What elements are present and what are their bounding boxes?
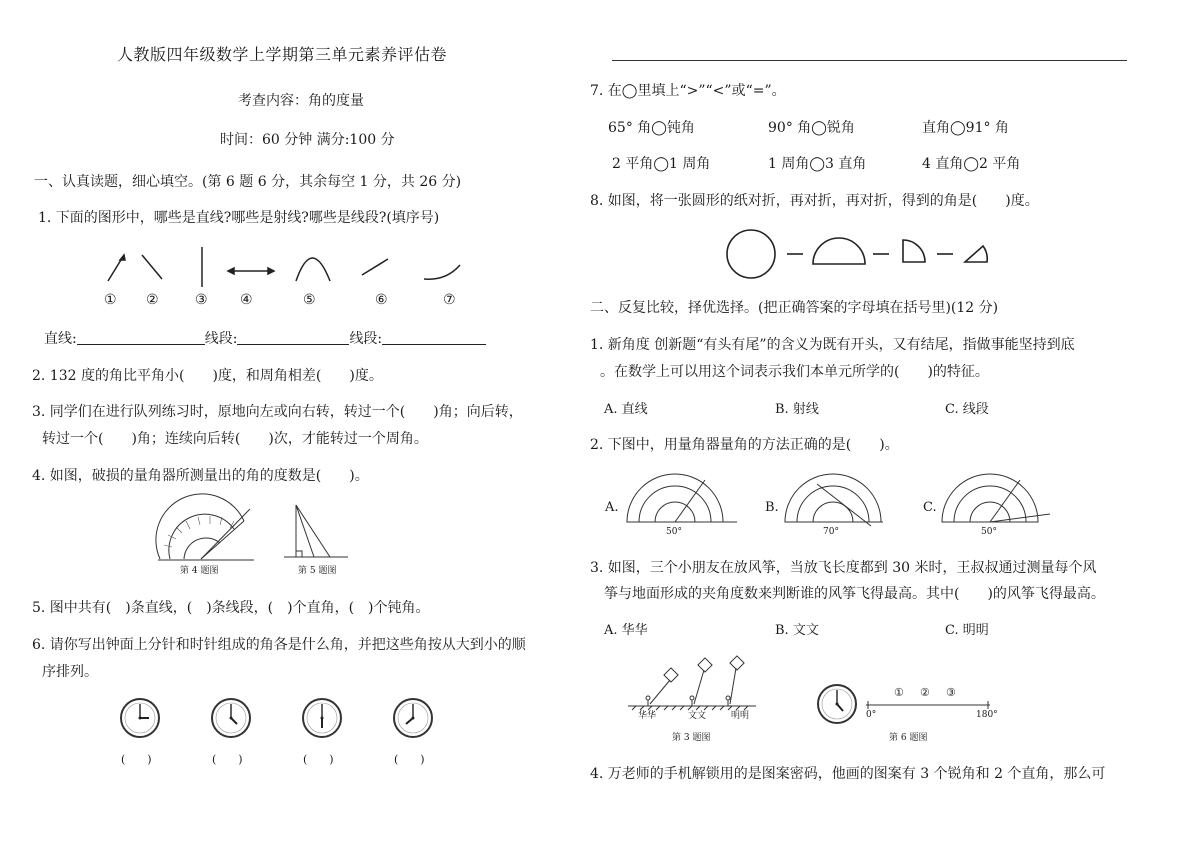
- section-1-heading: 一、认真读题，细心填空。(第 6 题 6 分，其余每空 1 分，共 26 分): [34, 174, 462, 190]
- q1-answer-blank-a[interactable]: [77, 330, 205, 345]
- question-5: 5. 图中共有( )条直线，( )条线段，( )个直角，( )个钝角。: [32, 600, 430, 616]
- q1-answer-label-a: 直线:: [44, 331, 77, 347]
- q1-label-4: ④: [240, 292, 253, 308]
- q7-item-3: 直角◯91° 角: [922, 120, 1009, 136]
- q7-item-2: 90° 角◯锐角: [768, 120, 855, 136]
- figure-5-caption: 第 5 题图: [298, 566, 337, 576]
- clock-3-answer[interactable]: ( ): [303, 753, 334, 766]
- clock-2: [210, 697, 252, 739]
- question-1: 1. 下面的图形中，哪些是直线?哪些是射线?哪些是线段?(填序号): [38, 210, 440, 226]
- figure-6: [362, 259, 388, 275]
- clock-1: [119, 697, 161, 739]
- scale-mark-2: ②: [920, 686, 930, 699]
- choice-3-line-1: 3. 如图，三个小朋友在放风筝，当放飞长度都到 30 米时，王叔叔通过测量每个风: [590, 560, 1097, 576]
- clock-1-answer[interactable]: ( ): [121, 753, 152, 766]
- question-6-line-1: 6. 请你写出钟面上分针和时针组成的角各是什么角，并把这些角按从大到小的顺: [32, 637, 526, 653]
- figure-3-caption: 第 3 题图: [672, 733, 711, 743]
- scale-mark-1: ①: [894, 686, 904, 699]
- q1-label-2: ②: [146, 292, 159, 308]
- q7-item-6: 4 直角◯2 平角: [922, 156, 1021, 172]
- q1-label-3: ③: [195, 292, 208, 308]
- choice-3-line-2: 筝与地面形成的夹角度数来判断谁的风筝飞得最高。其中( )的风筝飞得最高。: [604, 586, 1105, 602]
- clock-scale-clock: [816, 683, 858, 725]
- q1-label-7: ⑦: [443, 292, 456, 308]
- question-8: 8. 如图，将一张圆形的纸对折，再对折，再对折，得到的角是( )度。: [590, 193, 1039, 209]
- kid-1-name: 华华: [638, 711, 657, 721]
- q1-label-5: ⑤: [303, 292, 316, 308]
- protractor-c: [940, 474, 1060, 526]
- choice-3-option-c[interactable]: C. 明明: [945, 623, 989, 638]
- question-3-line-1: 3. 同学们在进行队列练习时，原地向左或向右转，转过一个( )角；向后转，: [32, 404, 523, 420]
- exam-time: 时间：60 分钟 满分:100 分: [220, 132, 395, 148]
- protractor-a-degree: 50°: [666, 527, 682, 537]
- clock-2-answer[interactable]: ( ): [212, 753, 243, 766]
- choice-1-option-a[interactable]: A. 直线: [604, 402, 648, 417]
- kid-3-name: 明明: [731, 711, 750, 721]
- choice-4: 4. 万老师的手机解锁用的是图案密码，他画的图案有 3 个锐角和 2 个直角，那么可: [590, 766, 1106, 782]
- q7-item-5: 1 周角◯3 直角: [768, 156, 867, 172]
- question-4: 4. 如图，破损的量角器所测量出的角的度数是( )。: [32, 468, 369, 484]
- header-rule: [612, 60, 1127, 61]
- question-3-line-2: 转过一个( )角；连续向后转( )次，才能转过一个周角。: [42, 431, 428, 447]
- choice-1-option-c[interactable]: C. 线段: [945, 402, 989, 417]
- paper-folding-figure: [725, 228, 995, 284]
- figure-5: [296, 258, 330, 281]
- q7-item-1: 65° 角◯钝角: [608, 120, 695, 136]
- q1-answer-blank-b[interactable]: [237, 330, 349, 345]
- question-2: 2. 132 度的角比平角小( )度，和周角相差( )度。: [32, 368, 383, 384]
- q1-answer-label-b: 线段:: [204, 331, 238, 347]
- angle-scale: [866, 700, 996, 710]
- protractor-c-label[interactable]: C.: [923, 500, 937, 515]
- choice-3-option-a[interactable]: A. 华华: [604, 623, 648, 638]
- exam-content: 考查内容：角的度量: [238, 93, 364, 109]
- choice-1-line-2: 。在数学上可以用这个词表示我们本单元所学的( )的特征。: [600, 364, 989, 380]
- question-7: 7. 在◯里填上“>”“<”或“=”。: [590, 83, 786, 99]
- choice-1-option-b[interactable]: B. 射线: [775, 402, 819, 417]
- q1-label-6: ⑥: [375, 292, 388, 308]
- protractor-b: [783, 474, 903, 526]
- protractor-a-label[interactable]: A.: [605, 500, 619, 515]
- figure-6-caption: 第 6 题图: [889, 733, 928, 743]
- protractor-c-degree: 50°: [981, 527, 997, 537]
- q1-label-1: ①: [104, 292, 117, 308]
- choice-2: 2. 下图中，用量角器量角的方法正确的是( )。: [590, 437, 899, 453]
- scale-mark-3: ③: [946, 686, 956, 699]
- q1-answer-blank-c[interactable]: [382, 330, 486, 345]
- broken-protractor-figure: [150, 503, 260, 563]
- kid-2-name: 文文: [688, 711, 707, 721]
- question-6-line-2: 序排列。: [42, 664, 98, 680]
- scale-start-label: 0°: [866, 710, 877, 720]
- figure-4-caption: 第 4 题图: [180, 566, 219, 576]
- choice-1-line-1: 1. 新角度 创新题“有头有尾”的含义为既有开头，又有结尾，指做事能坚持到底: [590, 337, 1075, 353]
- q1-answer-row: [44, 330, 486, 348]
- triangle-figure: [280, 503, 350, 563]
- clock-3: [301, 697, 343, 739]
- q7-item-4: 2 平角◯1 周角: [612, 156, 711, 172]
- protractor-b-degree: 70°: [823, 527, 839, 537]
- choice-3-option-b[interactable]: B. 文文: [775, 623, 819, 638]
- clock-4-answer[interactable]: ( ): [394, 753, 425, 766]
- q1-answer-label-c: 线段:: [349, 331, 383, 347]
- exam-title: 人教版四年级数学上学期第三单元素养评估卷: [117, 45, 448, 64]
- kites-figure: [628, 654, 768, 714]
- figure-2: [142, 255, 162, 279]
- section-2-heading: 二、反复比较，择优选择。(把正确答案的字母填在括号里)(12 分): [590, 300, 999, 316]
- protractor-b-label[interactable]: B.: [765, 500, 779, 515]
- scale-end-label: 180°: [976, 710, 998, 720]
- clock-4: [392, 697, 434, 739]
- figure-7: [424, 265, 460, 279]
- protractor-a: [625, 474, 745, 526]
